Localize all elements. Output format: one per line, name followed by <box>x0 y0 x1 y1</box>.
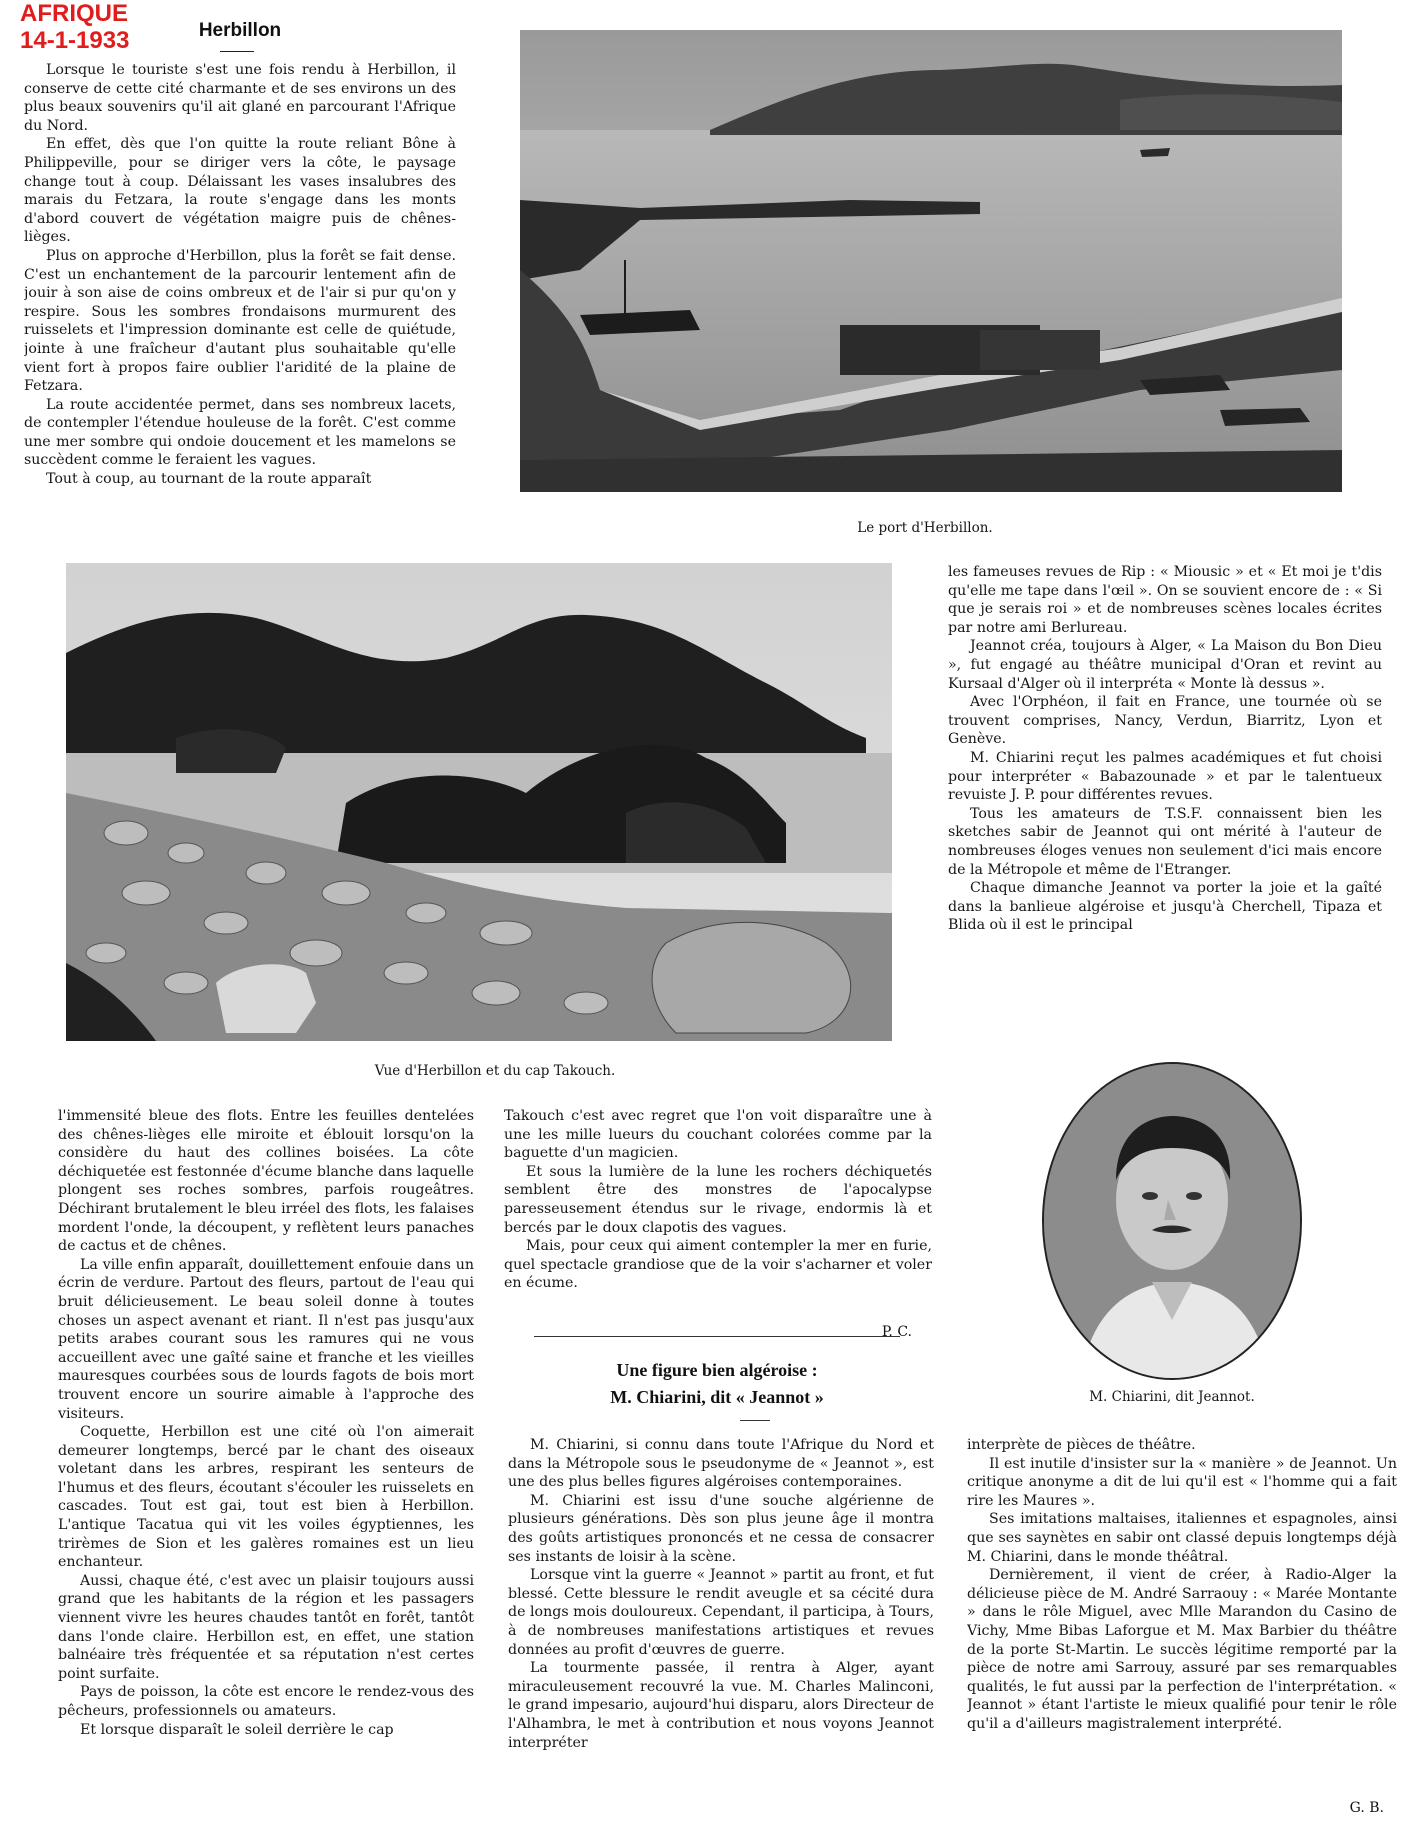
cap-takouch-caption: Vue d'Herbillon et du cap Takouch. <box>374 1063 616 1079</box>
paragraph: Et sous la lumière de la lune les rochers déchiquetés semblent être des monstres de l'apocalypse paresseusement étendus sur le rivage, endormis là et bercés par le doux clapotis des vagues. <box>504 1163 932 1236</box>
paragraph: interprète de pièces de théâtre. <box>967 1437 1196 1453</box>
article1-signature: P. C. <box>881 1324 912 1340</box>
paragraph: Takouch c'est avec regret que l'on voit disparaître une à une les mille lueurs du couchant colorées comme par la baguette d'un magicien. <box>504 1108 932 1162</box>
paragraph: Tout à coup, au tournant de la route apparaît <box>46 471 372 488</box>
paragraph: Il est inutile d'insister sur la « manière » de Jeannot. Un critique anonyme a dit de lui qu'il est « l'homme qui a fait rire les Maures ». <box>967 1455 1397 1509</box>
paragraph: La route accidentée permet, dans ses nombreux lacets, de contempler l'étendue houleuse de la forêt. C'est comme une mer sombre qui ondoie doucement et les mamelons se succèdent comme le feraient les vagues. <box>24 396 456 469</box>
paragraph: La tourmente passée, il rentra à Alger, ayant miraculeusement recouvré la vue. M. Charles Malinconi, le grand impesario, aujourd'hui disparu, alors Directeur de l'Alhambra, le met à contribution et nous voyons Jeannot interpréter <box>508 1660 934 1751</box>
article1-column-3 <box>504 1107 932 1317</box>
paragraph: Aussi, chaque été, c'est avec un plaisir toujours aussi grand que les habitants de la région et les passagers viennent vivre les heures chaudes tantôt en forêt, tantôt dans l'onde claire. Herbillon est, en effet, une station balnéaire très fréquentée et sa réputation n'est certes point surfaite. <box>58 1572 474 1682</box>
paragraph: Et lorsque disparaît le soleil derrière le cap <box>80 1721 394 1738</box>
article2-title <box>534 1336 900 1411</box>
article2-title-line1: Une figure bien algéroise : <box>616 1360 818 1380</box>
article1-column-2 <box>58 1107 474 1821</box>
stamp-date: 14-1-1933 <box>20 27 130 54</box>
paragraph: En effet, dès que l'on quitte la route reliant Bône à Philippeville, pour se diriger vers la côte, le paysage change tout à coup. Délaissant les vases insalubres des marais du Fetzara, la route s'engage dans les monts d'abord couvert de végétation maigre puis de chênes-lièges. <box>24 136 456 246</box>
portrait-caption: M. Chiarini, dit Jeannot. <box>1089 1389 1255 1405</box>
article2-column-middle <box>508 1436 934 1824</box>
paragraph: Pays de poisson, la côte est encore le rendez-vous des pêcheurs, professionnels ou amateurs. <box>58 1684 474 1719</box>
article2-column-right <box>967 1436 1397 1798</box>
paragraph: l'immensité bleue des flots. Entre les feuilles dentelées des chênes-lièges elle miroite et éblouit lorsqu'on la considère du haut des collines boisées. La côte déchiquetée est festonnée d'écume blanche dans laquelle plongent ses roches sombres, parfois rougeâtres. Déchirant brutalement le bleu irréel des flots, les falaises mordent l'onde, la découpent, y reflètent leurs panaches de cactus et de chênes. <box>58 1108 474 1255</box>
paragraph: La ville enfin apparaît, douillettement enfouie dans un écrin de verdure. Partout des fleurs, partout de l'eau qui bruit délicieusement. Le beau soleil donne à toutes choses un aspect avenant et riant. Il n'est pas jusqu'aux petits arabes courant sous les ramures qui ne vous accueillent avec une gaîté saine et franche et les vieilles mauresques courbées sous de lourds fagots de bois mort trouvent encore un sourire aimable à l'approche des visiteurs. <box>58 1256 474 1422</box>
article2-signature: G. B. <box>1349 1800 1384 1816</box>
portrait-photo <box>1040 1060 1304 1382</box>
title-divider <box>220 51 254 52</box>
title-divider <box>740 1420 770 1421</box>
paragraph: Lorsque vint la guerre « Jeannot » partit au front, et fut blessé. Cette blessure le rendit aveugle et sa cécité dura de longs mois douloureux. Cependant, il participa, à Tours, à de nombreuses manifestations artistiques et revues données au profit d'œuvres de guerre. <box>508 1567 934 1658</box>
paragraph: M. Chiarini est issu d'une souche algérienne de plusieurs générations. Dès son plus jeune âge il montra des goûts artistiques prononcés et ne cessa de consacrer ses instants de loisir à la scène. <box>508 1492 934 1565</box>
paragraph: Plus on approche d'Herbillon, plus la forêt se fait dense. C'est un enchantement de la parcourir lentement afin de jouir à son aise de coins ombreux et de l'air si pur qu'on y respire. Sous les sombres frondaisons murmurent des ruisselets et l'impression dominante est celle de quiétude, jointe à une fraîcheur d'autant plus souhaitable qu'elle vient fort à propos faire oublier l'aridité de la plaine de Fetzara. <box>24 247 456 395</box>
date-stamp <box>20 0 150 54</box>
paragraph: Dernièrement, il vient de créer, à Radio-Alger la délicieuse pièce de M. André Sarraouy : « Marée Montante » dans le rôle Miguel, avec Mlle Marandon du Casino de Vichy, Mme Bibas Laforgue et M. Max Barbier du théâtre de la porte St-Martin. Le succès légitime remporté par la pièce de notre ami Sarrouy, assuré par ses remarquables qualités, le fut aussi par la perfection de l'interprétation. « Jeannot » étant l'artiste le mieux qualifié pour tenir le rôle qu'il a d'ailleurs magistralement interprété. <box>967 1567 1397 1732</box>
paragraph: Tous les amateurs de T.S.F. connaissent bien les sketches sabir de Jeannot qui ont mérité à l'auteur de nombreuses éloges venues non seulement d'ici mais encore de la Métropole et même de l'Etranger. <box>948 805 1382 878</box>
paragraph: Coquette, Herbillon est une cité où l'on aimerait demeurer longtemps, bercé par le chant des oiseaux voletant dans les arbres, respirant les senteurs de l'humus et des fleurs, écoutant s'écouler les ruisselets en cascades. Tout est gai, tout est bien à Herbillon. L'antique Tacatua qui vit les voiles égyptiennes, les trirèmes de Sion et les galères romaines est un lieu enchanteur. <box>58 1424 474 1571</box>
paragraph: M. Chiarini, si connu dans toute l'Afrique du Nord et dans la Métropole sous le pseudonyme de « Jeannot », est une des plus belles figures algéroises contemporaines. <box>508 1437 934 1491</box>
paragraph: Avec l'Orphéon, il fait en France, une tournée où se trouvent comprises, Nancy, Verdun, Biarritz, Lyon et Genève. <box>948 694 1382 748</box>
paragraph: Mais, pour ceux qui aiment contempler la mer en furie, quel spectacle grandiose que de la voir s'acharner et voler en écume. <box>504 1238 932 1292</box>
port-photo-caption: Le port d'Herbillon. <box>857 520 993 536</box>
port-photo <box>520 30 1342 492</box>
paragraph: Chaque dimanche Jeannot va porter la joie et la gaîté dans la banlieue algéroise et jusqu'à Cherchell, Tipaza et Blida où il est le principal <box>948 880 1382 934</box>
stamp-source: AFRIQUE <box>20 0 128 27</box>
paragraph: Ses imitations maltaises, italiennes et espagnoles, ainsi que ses saynètes en sabir ont classé depuis longtemps déjà M. Chiarini, dans le monde théâtral. <box>967 1511 1397 1565</box>
paragraph: Lorsque le touriste s'est une fois rendu à Herbillon, il conserve de cette cité charmante et de ses environs un des plus beaux souvenirs qu'il ait glané en parcourant l'Afrique du Nord. <box>24 62 456 134</box>
article-title-herbillon: Herbillon <box>198 20 282 41</box>
paragraph: M. Chiarini reçut les palmes académiques et fut choisi pour interpréter « Babazounade » et par le talentueux revuiste J. P. pour différentes revues. <box>948 749 1382 804</box>
paragraph: les fameuses revues de Rip : « Miousic » et « Et moi je t'dis qu'elle me tape dans l'œil ». On se souvient encore de : « Si que je serais roi » et de nombreuses scènes locales écrites par notre ami Berlureau. <box>948 564 1382 636</box>
cap-takouch-photo <box>66 563 892 1041</box>
article2-column-top-right <box>948 563 1382 1017</box>
paragraph: Jeannot créa, toujours à Alger, « La Maison du Bon Dieu », fut engagé au théâtre municipal d'Oran et revint au Kursaal d'Alger où il interpréta « Monte là dessus ». <box>948 638 1382 692</box>
article2-title-line2: M. Chiarini, dit « Jeannot » <box>610 1387 824 1407</box>
article1-column-1 <box>24 61 456 537</box>
